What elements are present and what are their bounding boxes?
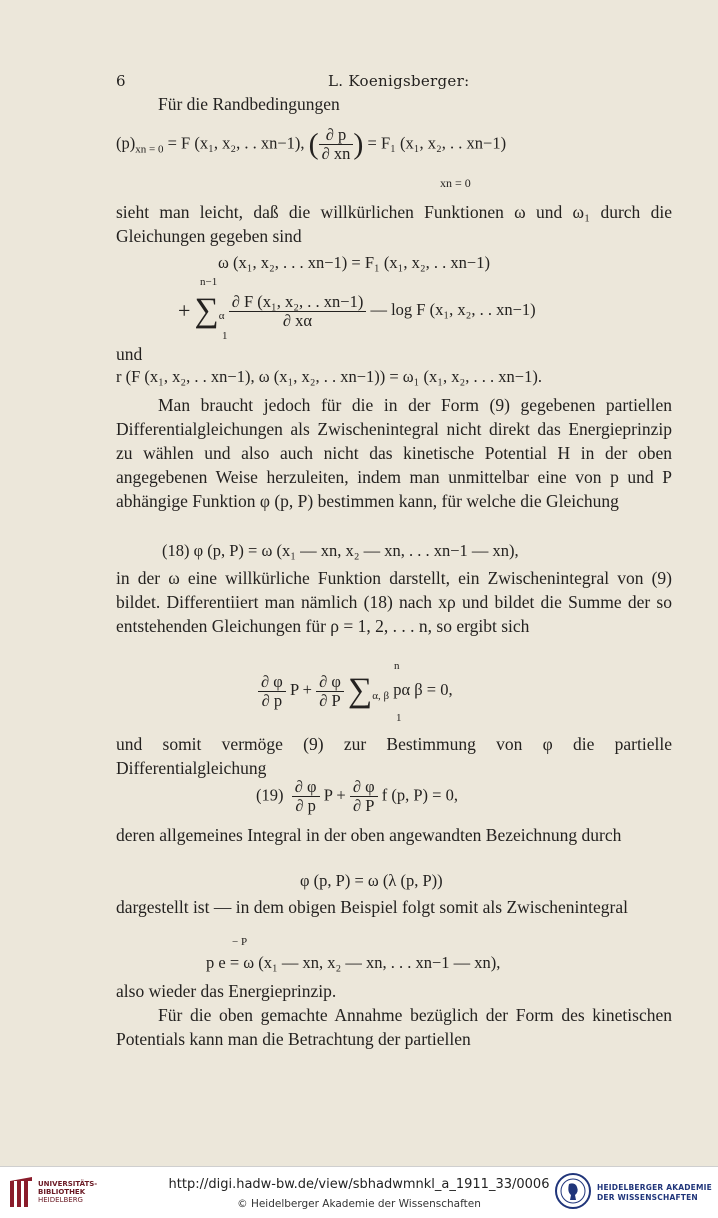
equation-18: (18) φ (p, P) = ω (x₁ — xn, x₂ — xn, . . . xn−1 — xn),: [162, 541, 519, 560]
eq5-mid: P +: [289, 679, 312, 699]
equation-19: [256, 778, 458, 815]
equation-omega: ω (x₁, x₂, . . . xn−1) = F₁ (x₁, x₂, . . xn−1): [218, 253, 490, 272]
eq19-label: (19): [256, 785, 284, 805]
eq1-sub: xn = 0: [135, 143, 164, 156]
eq1-num: ∂ p: [319, 126, 354, 145]
eq3-plus: +: [178, 298, 191, 323]
equation-energy: p e = ω (x₁ — xn, x₂ — xn, . . . xn−1 — xn),: [206, 953, 501, 972]
academy-seal-icon: [555, 1173, 591, 1209]
eq19-den1: ∂ p: [295, 796, 316, 815]
eq1-mid: = F (x₁, x₂, . . xn−1),: [167, 133, 305, 153]
eq5-num2: ∂ φ: [316, 673, 344, 692]
paragraph-7: deren allgemeines Integral in der oben angewandten Bezeichnung durch: [116, 825, 622, 845]
page-number: 6: [116, 72, 126, 90]
paragraph-1: Für die Randbedingungen: [158, 94, 340, 114]
eq19-num2: ∂ φ: [350, 778, 378, 797]
equation-sum: [178, 292, 536, 330]
paragraph-6: und somit vermöge (9) zur Bestimmung von φ die partielle Differentialgleichung: [116, 734, 672, 778]
paragraph-2: sieht man leicht, daß die willkürlichen Funktionen ω und ω₁ durch die Gleichungen gegeben sind: [116, 202, 672, 246]
eq3-top: n−1: [200, 276, 218, 288]
equation-boundary: $(p)_{xn = 0} = F$ (x₁, x₂, . . xn−1), ( $\frac{\partial p}{\partial xn}$ ) = F₁ (x₁, x₂, . . xn−1): [116, 125, 507, 163]
sum-icon: ∑: [194, 292, 219, 329]
eq19-num1: ∂ φ: [292, 778, 320, 797]
running-title: L. Koenigsberger:: [328, 72, 470, 90]
eq1-right: = F₁ (x₁, x₂, . . xn−1): [367, 133, 507, 153]
paragraph-10: Für die oben gemachte Annahme bezüglich der Form des kinetischen Potentials kann man die Betrachtung der partiellen: [116, 1005, 672, 1049]
university-library-name: UNIVERSITÄTS- BIBLIOTHEK HEIDELBERG: [38, 1180, 98, 1204]
eq5-den1: ∂ p: [261, 690, 283, 710]
paragraph-8: dargestellt ist — in dem obigen Beispiel folgt somit als Zwischenintegral: [116, 897, 628, 917]
viewer-footer: [0, 1166, 718, 1218]
sum-icon: ∑: [348, 672, 373, 709]
paragraph-4: Man braucht jedoch für die in der Form (9) gegebenen partiellen Differentialgleichungen als Zwischenintegral nicht direkt das Energieprinzip zu wählen und also auch nicht das kinetische Potential H in der oben angegebenen Weise herzuleiten, indem man unmittelbar eine von p und P abhängige Funktion φ (p, P) bestimmen kann, für welche die Gleichung: [116, 395, 672, 511]
eq19-right: f (p, P) = 0,: [381, 785, 458, 805]
eq1-den: ∂ xn: [321, 144, 351, 163]
equation-sum-alpha-beta: [258, 672, 453, 710]
eq5-index: α, β: [372, 690, 390, 703]
eq19-mid: P +: [323, 785, 346, 805]
equation-r: r (F (x₁, x₂, . . xn−1), ω (x₁, x₂, . . xn−1)) = ω₁ (x₁, x₂, . . . xn−1).: [116, 367, 542, 386]
eq5-num1: ∂ φ: [258, 673, 286, 692]
eq3-den: ∂ xα: [282, 310, 313, 330]
eq5-top: n: [394, 660, 400, 672]
eq3-num: ∂ F (x₁, x₂, . . xn−1): [229, 293, 367, 312]
eq5-right: pα β = 0,: [393, 679, 453, 699]
eq3-index: α: [218, 310, 225, 323]
eq1-left: (p): [116, 133, 136, 153]
equation-phi: φ (p, P) = ω (λ (p, P)): [300, 871, 443, 890]
eq1-sub2: xn = 0: [440, 176, 471, 190]
academy-name: HEIDELBERGER AKADEMIE DER WISSENSCHAFTEN: [597, 1183, 712, 1202]
permalink-url[interactable]: http://digi.hadw-bw.de/view/sbhadwmnkl_a_1911_33/0006: [168, 1177, 550, 1192]
eq5-bottom: 1: [396, 712, 402, 724]
paragraph-5: in der ω eine willkürliche Funktion darstellt, ein Zwischenintegral von (9) bildet. Differentiiert man nämlich (18) nach xρ und bildet die Summe der so entstehenden Gleichungen für ρ = 1, 2, . . . n, so ergibt sich: [116, 568, 672, 636]
eq5-den2: ∂ P: [319, 690, 341, 710]
eq7-sup: − P: [232, 936, 248, 948]
paragraph-9: also wieder das Energieprinzip.: [116, 981, 337, 1001]
eq3-right: — log F (x₁, x₂, . . xn−1): [370, 299, 536, 319]
eq3-bottom: 1: [222, 330, 228, 342]
copyright-notice: © Heidelberger Akademie der Wissenschaften: [237, 1198, 481, 1210]
eq19-den2: ∂ P: [352, 796, 375, 815]
paragraph-3: und: [116, 344, 143, 364]
